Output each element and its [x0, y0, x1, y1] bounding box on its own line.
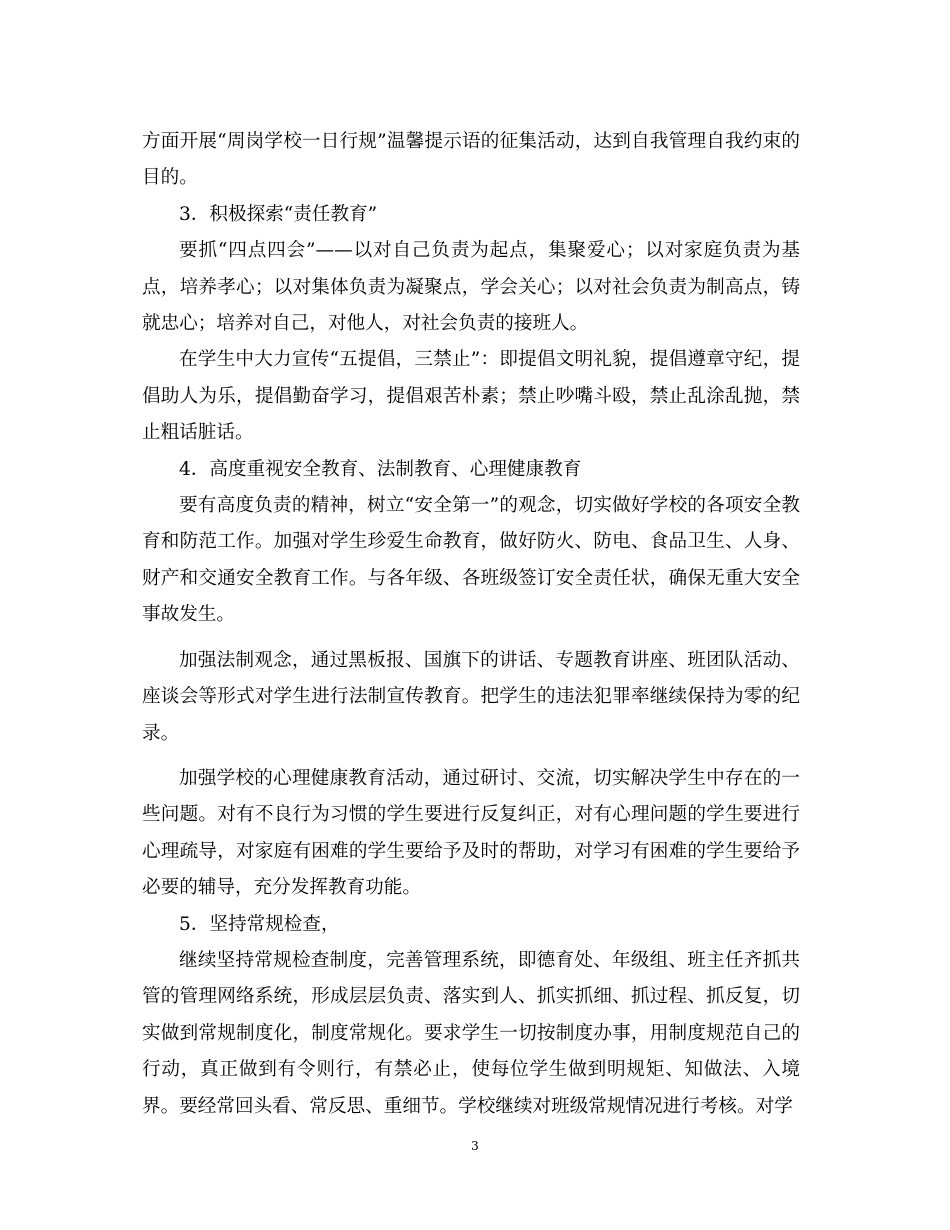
- section-heading-3: 3．积极探索“责任教育”: [179, 203, 378, 225]
- page-number: 3: [471, 1139, 479, 1153]
- paragraph: 继续坚持常规检查制度，完善管理系统，即德育处、年级组、班主任齐抓共管的管理网络系统，形成层层负责、落实到人、抓实抓细、抓过程、抓反复，切实做到常规制度化，制度常规化。要求学生一切按制度办事，用制度规范自己的行动，真正做到有令则行，有禁必止，使每位学生做到明规矩、知做法、入境界。要经常回头看、常反思、重细节。学校继续对班级常规情况进行考核。对学: [142, 949, 800, 1117]
- paragraph: 要抓“四点四会”——以对自己负责为起点，集聚爱心；以对家庭负责为基点，培养孝心；以对集体负责为凝聚点，学会关心；以对社会负责为制高点，铸就忠心；培养对自己，对他人，对社会负责的接班人。: [142, 240, 800, 335]
- document-body: [142, 124, 800, 1125]
- paragraph: 要有高度负责的精神，树立“安全第一”的观念，切实做好学校的各项安全教育和防范工作。加强对学生珍爱生命教育，做好防火、防电、食品卫生、人身、财产和交通安全教育工作。与各年级、各班级签订安全责任状，确保无重大安全事故发生。: [142, 495, 800, 626]
- paragraph: 加强法制观念，通过黑板报、国旗下的讲话、专题教育讲座、班团队活动、座谈会等形式对学生进行法制宣传教育。把学生的违法犯罪率继续保持为零的纪录。: [142, 649, 800, 744]
- section-heading-4: 4．高度重视安全教育、法制教育、心理健康教育: [179, 458, 582, 480]
- section-heading-5: 5．坚持常规检查，: [179, 913, 340, 935]
- paragraph: 在学生中大力宣传“五提倡，三禁止”：即提倡文明礼貌，提倡遵章守纪，提倡助人为乐，提倡勤奋学习，提倡艰苦朴素；禁止吵嘴斗殴，禁止乱涂乱抛，禁止粗话脏话。: [142, 349, 800, 444]
- paragraph-continuation: 方面开展“周岗学校一日行规”温馨提示语的征集活动，达到自我管理自我约束的目的。: [142, 131, 800, 189]
- paragraph: 加强学校的心理健康教育活动，通过研讨、交流，切实解决学生中存在的一些问题。对有不良行为习惯的学生要进行反复纠正，对有心理问题的学生要进行心理疏导，对家庭有困难的学生要给予及时的帮助，对学习有困难的学生要给予必要的辅导，充分发挥教育功能。: [142, 767, 800, 899]
